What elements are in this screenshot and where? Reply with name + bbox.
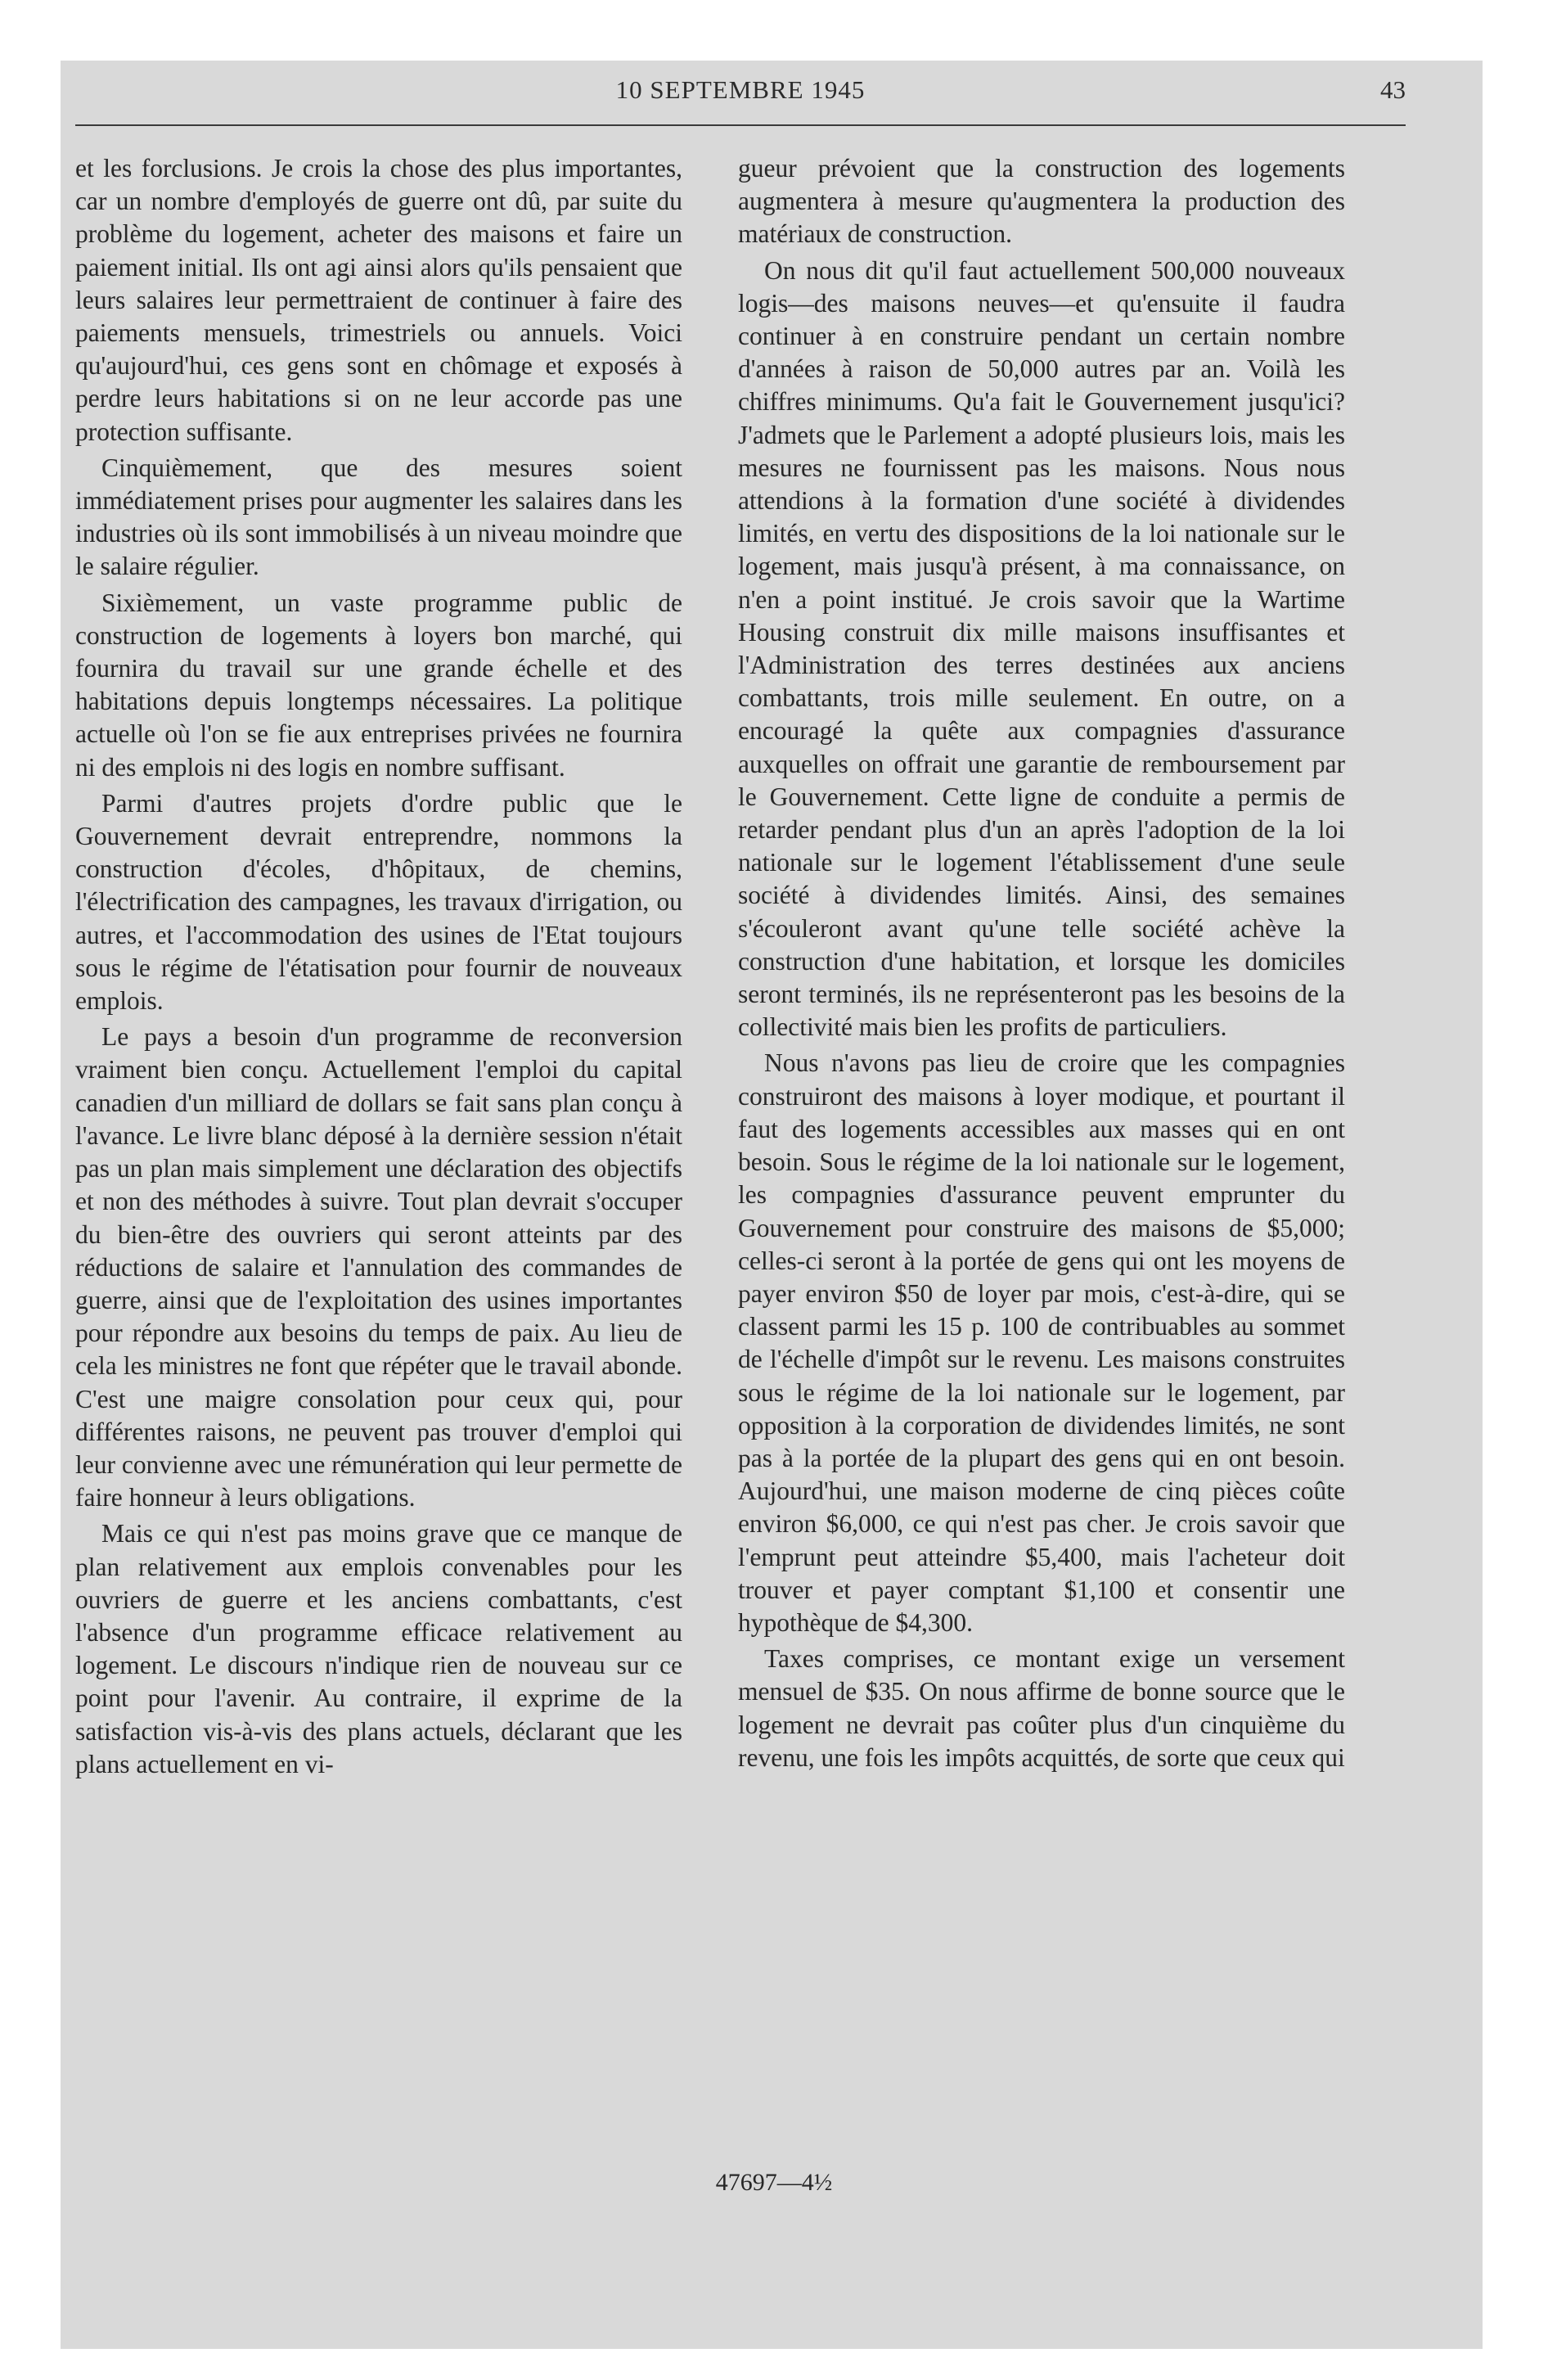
paragraph: Le pays a besoin d'un programme de reconversion vraiment bien conçu. Actuellement l'emploi du capital canadien d'un milliard de dollars se fait sans plan conçu à l'avance. Le livre blanc déposé à la dernière session n'était pas un plan mais simplement une déclaration des objectifs et non des méthodes à suivre. Tout plan devrait s'occuper du bien-être des ouvriers qui seront atteints par des réductions de salaire et l'annulation des commandes de guerre, ainsi que de l'exploitation des usines importantes pour répondre aux besoins du temps de paix. Au lieu de cela les ministres ne font que répéter que le travail abonde. C'est une maigre consolation pour ceux qui, pour différentes raisons, ne peuvent pas trouver d'emploi qui leur convienne avec une rémunération qui leur permette de faire honneur à leurs obligations. bbox=[75, 1022, 682, 1512]
left-column bbox=[75, 152, 682, 1784]
printer-signature: 47697—4½ bbox=[715, 2169, 833, 2196]
paragraph: et les forclusions. Je crois la chose des plus importantes, car un nombre d'employés de guerre ont dû, par suite du problème du logement, acheter des maisons et faire un paiement initial. Ils ont agi ainsi alors qu'ils pensaient que leurs salaires leur permettraient de continuer à faire des paiements mensuels, trimestriels ou annuels. Voici qu'aujourd'hui, ces gens sont en chômage et exposés à perdre leurs habitations si on ne leur accorde pas une protection suffisante. bbox=[75, 154, 682, 446]
paragraph: gueur prévoient que la construction des logements augmentera à mesure qu'augmentera la production des matériaux de construction. bbox=[738, 154, 1345, 249]
paragraph: Cinquièmement, que des mesures soient immédiatement prises pour augmenter les salaires dans les industries où ils sont immobilisés à un niveau moindre que le salaire régulier. bbox=[75, 453, 682, 581]
paragraph: Parmi d'autres projets d'ordre public que le Gouvernement devrait entreprendre, nommons la construction d'écoles, d'hôpitaux, de chemins, l'électrification des campagnes, les travaux d'irrigation, ou autres, et l'accommodation des usines de l'Etat toujours sous le régime de l'étatisation pour fournir de nouveaux emplois. bbox=[75, 788, 682, 1016]
paragraph: Taxes comprises, ce montant exige un versement mensuel de $35. On nous affirme de bonne source que le logement ne devrait pas coûter plus d'un cinquième du revenu, une fois les impôts acquittés, de sorte que ceux qui bbox=[738, 1644, 1345, 1772]
header-rule bbox=[75, 124, 1406, 126]
page-number: 43 bbox=[1380, 75, 1406, 104]
paragraph: Nous n'avons pas lieu de croire que les compagnies construiront des maisons à loyer modique, et pourtant il faut des logements accessibles aux masses qui en ont besoin. Sous le régime de la loi nationale sur le logement, les compagnies d'assurance peuvent emprunter du Gouvernement pour construire des maisons de $5,000; celles-ci seront à la portée de gens qui ont les moyens de payer environ $50 de loyer par mois, c'est-à-dire, qui se classent parmi les 15 p. 100 de contribuables au sommet de l'échelle d'impôt sur le revenu. Les maisons construites sous le régime de la loi nationale sur le logement, par opposition à la corporation de dividendes limités, ne sont pas à la portée de la plupart des gens qui en ont besoin. Aujourd'hui, une maison moderne de cinq pièces coûte environ $6,000, ce qui n'est pas cher. Je crois savoir que l'emprunt peut atteindre $5,400, mais l'acheteur doit trouver et payer comptant $1,100 et consentir une hypothèque de $4,300. bbox=[738, 1048, 1345, 1637]
paragraph: Sixièmement, un vaste programme public de construction de logements à loyers bon marché, qui fournira du travail sur une grande échelle et des habitations depuis longtemps nécessaires. La politique actuelle où l'on se fie aux entreprises privées ne fournira ni des emplois ni des logis en nombre suffisant. bbox=[75, 588, 682, 782]
paragraph: On nous dit qu'il faut actuellement 500,000 nouveaux logis—des maisons neuves—et qu'ensuite il faudra continuer à en construire pendant un certain nombre d'années à raison de 50,000 autres par an. Voilà les chiffres minimums. Qu'a fait le Gouvernement jusqu'ici? J'admets que le Parlement a adopté plusieurs lois, mais les mesures ne fournissent pas les maisons. Nous nous attendions à la formation d'une société à dividendes limités, en vertu des dispositions de la loi nationale sur le logement, mais jusqu'à présent, à ma connaissance, on n'en a point institué. Je crois savoir que la Wartime Housing construit dix mille maisons insuffisantes et l'Administration des terres destinées aux anciens combattants, trois mille seulement. En outre, on a encouragé la quête aux compagnies d'assurance auxquelles on offrait une garantie de remboursement par le Gouvernement. Cette ligne de conduite a permis de retarder pendant plus d'un an après l'adoption de la loi nationale sur le logement l'établissement d'une seule société à dividendes limités. Ainsi, des semaines s'écouleront avant qu'une telle société achève la construction d'une habitation, et lorsque les domiciles seront terminés, ils ne représenteront pas les besoins de la collectivité mais bien les profits de particuliers. bbox=[738, 255, 1345, 1042]
paragraph: Mais ce qui n'est pas moins grave que ce manque de plan relativement aux emplois convenables pour les ouvriers de guerre et les anciens combattants, c'est l'absence d'un programme efficace relativement au logement. Le discours n'indique rien de nouveau sur ce point pour l'avenir. Au contraire, il exprime de la satisfaction vis-à-vis des plans actuels, déclarant que les plans actuellement en vi- bbox=[75, 1519, 682, 1778]
header-date: 10 SEPTEMBRE 1945 bbox=[615, 75, 866, 104]
right-column bbox=[738, 152, 1345, 1778]
running-header bbox=[75, 75, 1406, 124]
